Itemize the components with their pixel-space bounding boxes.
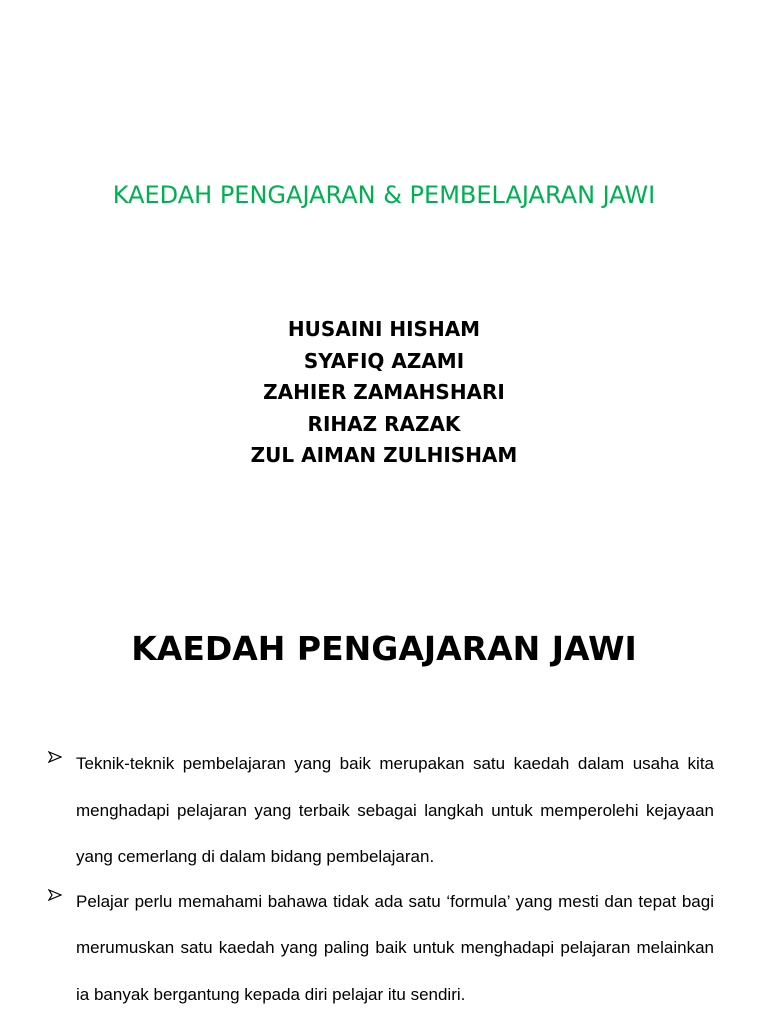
bullet-text: Pelajar perlu memahami bahawa tidak ada satu ‘formula’ yang mesti dan tepat bagi merumuskan satu kaedah yang paling baik untuk menghadapi pelajaran melainkan ia banyak bergantung kepada diri pelajar itu sendiri. [76,891,714,1004]
section-heading: KAEDAH PENGAJARAN JAWI [131,629,637,668]
bullet-item [48,741,714,881]
document-title: KAEDAH PENGAJARAN & PEMBELAJARAN JAWI [112,181,656,209]
bullet-list [48,748,714,1023]
author-name: HUSAINI HISHAM [287,317,481,341]
arrow-bullet-icon [48,879,62,911]
arrow-bullet-icon [48,741,62,773]
author-name: RIHAZ RAZAK [307,411,461,436]
author-name: ZAHIER ZAMAHSHARI [263,380,505,404]
author-name: SYAFIQ AZAMI [303,348,465,373]
bullet-text: Teknik-teknik pembelajaran yang baik merupakan satu kaedah dalam usaha kita menghadapi pelajaran yang terbaik sebagai langkah untuk memperolehi kejayaan yang cemerlang di dalam bidang pembelajaran. [76,754,714,866]
author-name: ZUL AIMAN ZULHISHAM [250,443,518,467]
author-list [0,314,768,472]
bullet-item [48,879,714,1019]
